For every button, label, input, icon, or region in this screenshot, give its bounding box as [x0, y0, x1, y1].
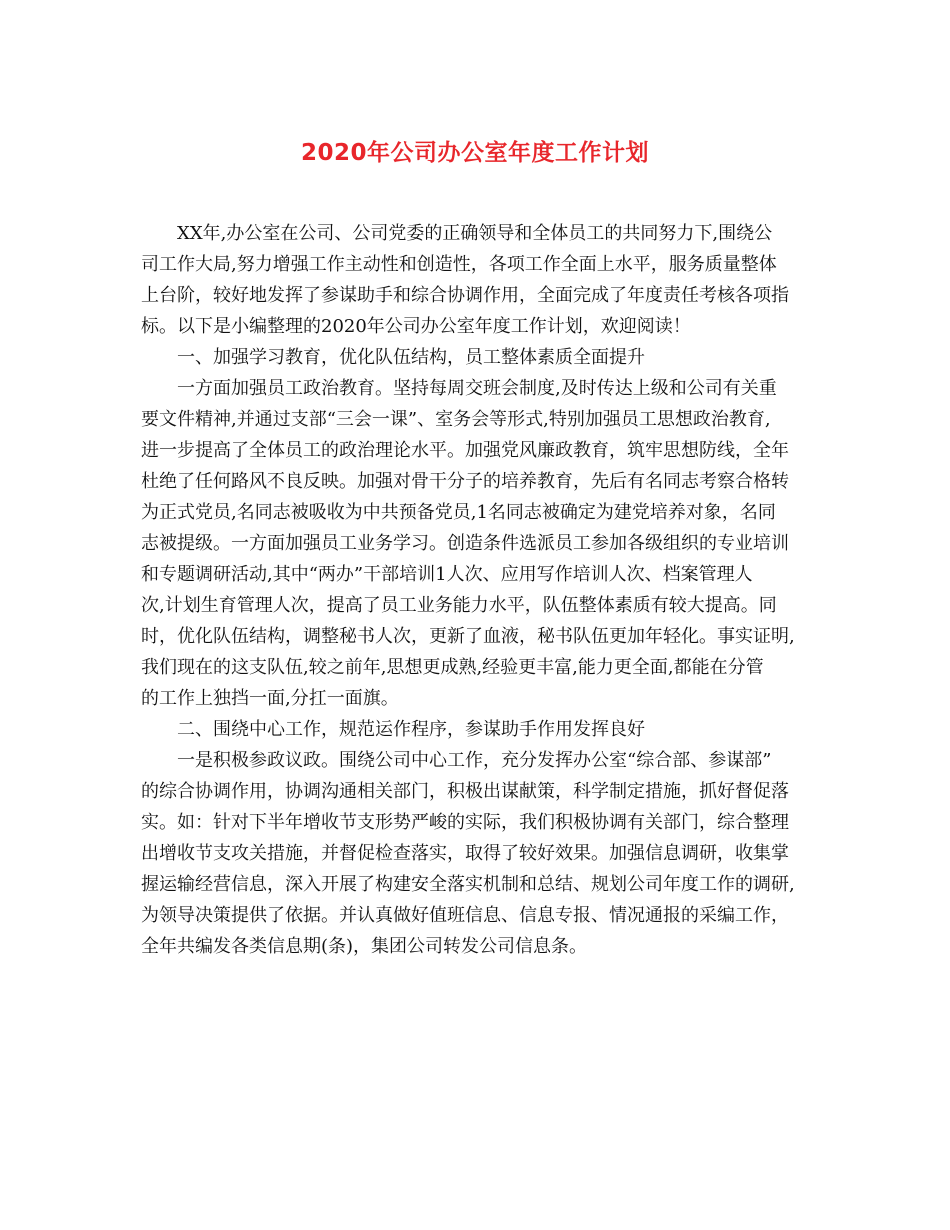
paragraph-line: 一是积极参政议政。围绕公司中心工作，充分发挥办公室“综合部、参谋部” [177, 750, 772, 771]
paragraph-line: 进一步提高了全体员工的政治理论水平。加强党风廉政教育，筑牢思想防线，全年 [141, 440, 789, 461]
document-title: 2020年公司办公室年度工作计划 [300, 140, 649, 166]
paragraph-line: 上台阶，较好地发挥了参谋助手和综合协调作用，全面完成了年度责任考核各项指 [141, 285, 789, 306]
paragraph-line: 和专题调研活动,其中“两办”干部培训1人次、应用写作培训人次、档案管理人 [141, 564, 753, 585]
paragraph-line: 司工作大局,努力增强工作主动性和创造性，各项工作全面上水平，服务质量整体 [141, 254, 777, 275]
paragraph-line: 为领导决策提供了依据。并认真做好值班信息、信息专报、情况通报的采编工作， [141, 905, 789, 926]
paragraph-line: 次,计划生育管理人次，提高了员工业务能力水平，队伍整体素质有较大提高。同 [141, 595, 777, 616]
paragraph-line: XX年,办公室在公司、公司党委的正确领导和全体员工的共同努力下,围绕公 [177, 223, 773, 244]
paragraph-line: 时，优化队伍结构，调整秘书人次，更新了血液，秘书队伍更加年轻化。事实证明, [141, 626, 795, 647]
paragraph-line: 出增收节支攻关措施，并督促检查落实，取得了较好效果。加强信息调研，收集掌 [141, 843, 789, 864]
paragraph-line: 实。如：针对下半年增收节支形势严峻的实际，我们积极协调有关部门，综合整理 [141, 812, 789, 833]
section-heading: 一、加强学习教育，优化队伍结构，员工整体素质全面提升 [177, 347, 645, 368]
paragraph-line: 志被提级。一方面加强员工业务学习。创造条件选派员工参加各级组织的专业培训 [141, 533, 789, 554]
paragraph-line: 的综合协调作用，协调沟通相关部门，积极出谋献策，科学制定措施，抓好督促落 [141, 781, 789, 802]
paragraph-line: 为正式党员,名同志被吸收为中共预备党员,1名同志被确定为建党培养对象，名同 [141, 502, 776, 523]
section-heading: 二、围绕中心工作，规范运作程序，参谋助手作用发挥良好 [177, 719, 645, 740]
paragraph-line: 的工作上独挡一面,分扛一面旗。 [141, 688, 399, 709]
paragraph-line: 标。以下是小编整理的2020年公司办公室年度工作计划，欢迎阅读！ [141, 316, 691, 337]
paragraph-line: 一方面加强员工政治教育。坚持每周交班会制度,及时传达上级和公司有关重 [177, 378, 777, 399]
paragraph-line: 要文件精神,并通过支部“三会一课”、室务会等形式,特别加强员工思想政治教育, [141, 409, 771, 430]
paragraph-line: 全年共编发各类信息期(条)，集团公司转发公司信息条。 [141, 936, 588, 957]
paragraph-line: 握运输经营信息，深入开展了构建安全落实机制和总结、规划公司年度工作的调研, [141, 874, 795, 895]
paragraph-line: 我们现在的这支队伍,较之前年,思想更成熟,经验更丰富,能力更全面,都能在分管 [141, 657, 764, 678]
paragraph-line: 杜绝了任何路风不良反映。加强对骨干分子的培养教育，先后有名同志考察合格转 [141, 471, 789, 492]
document-body [141, 218, 821, 962]
